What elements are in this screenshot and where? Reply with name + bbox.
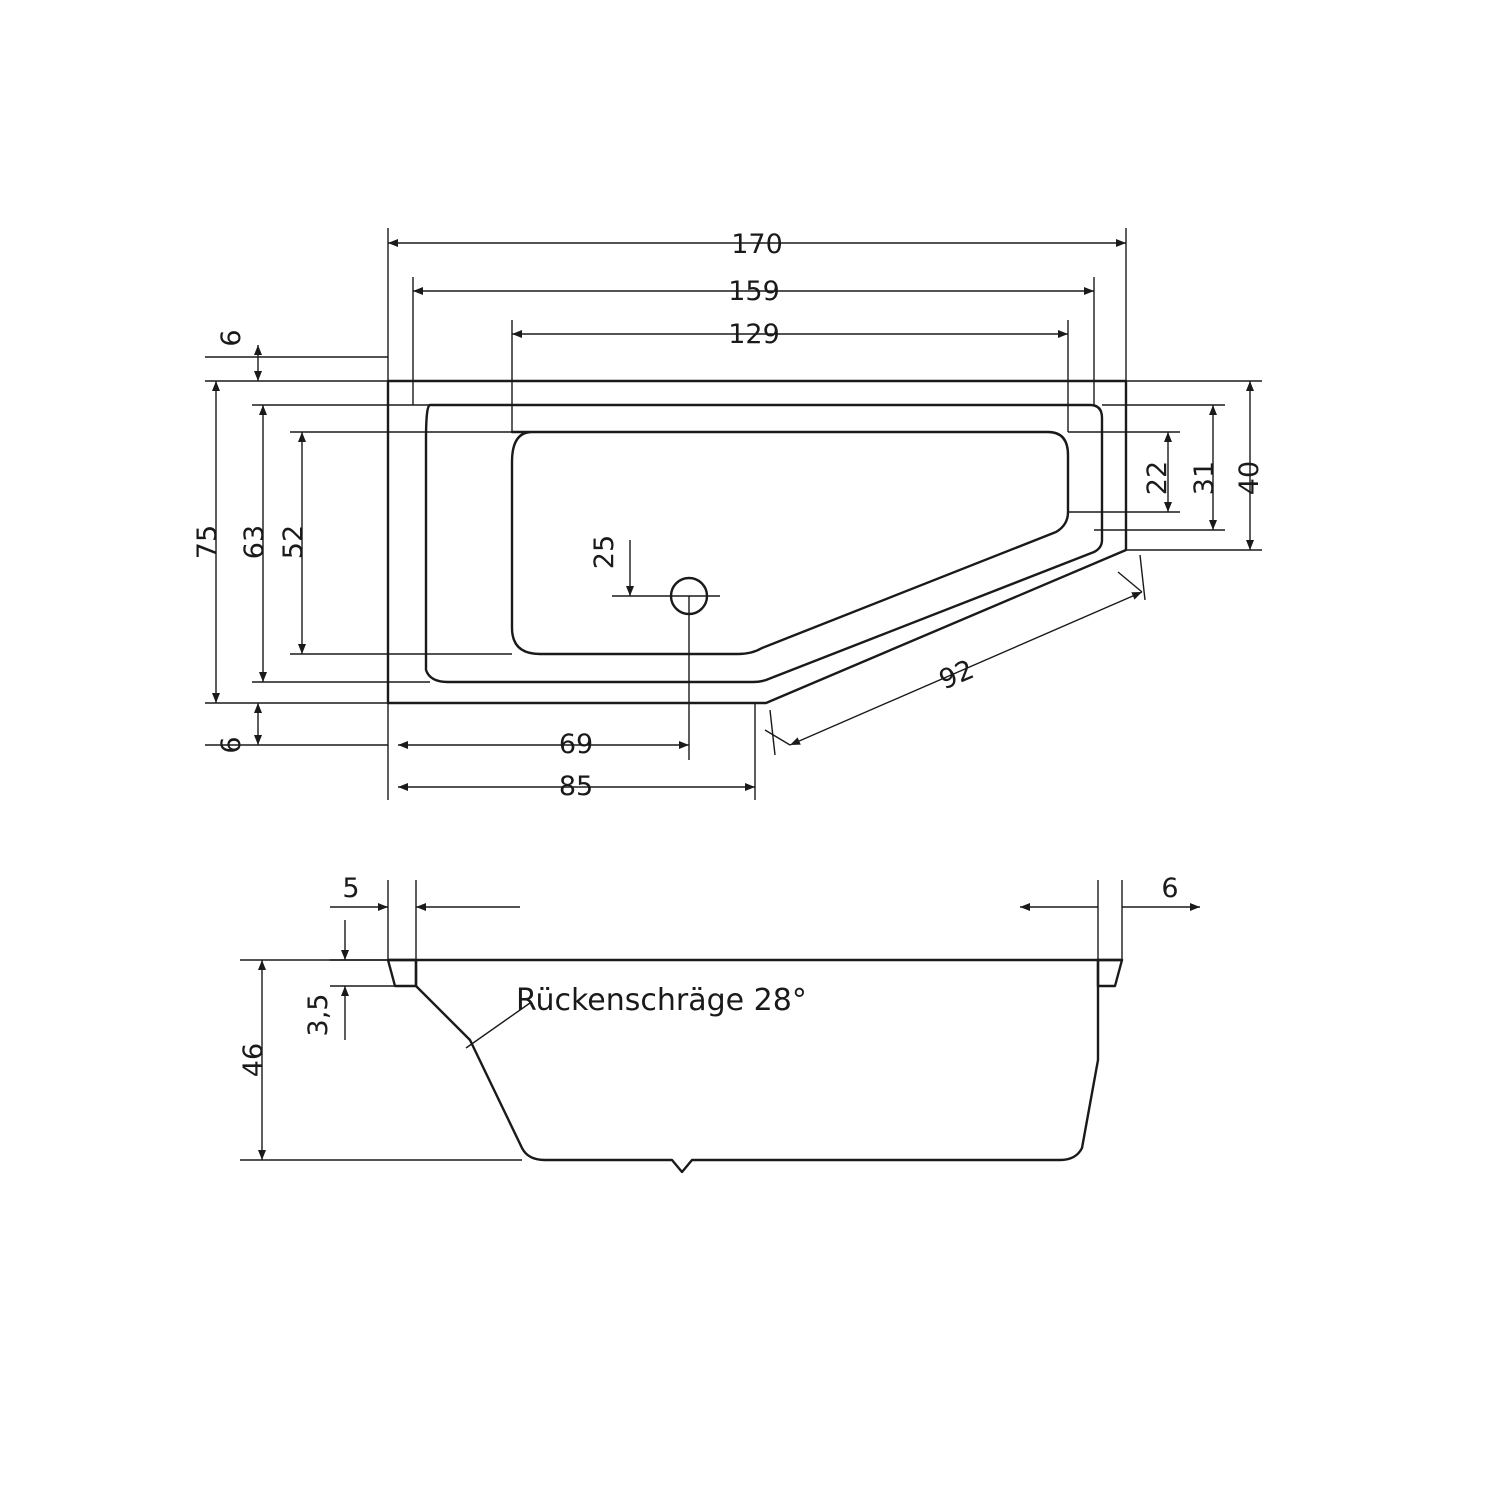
dim-52-text: 52 xyxy=(278,524,309,560)
dim-63-text: 63 xyxy=(239,524,270,560)
dim-6-top-text: 6 xyxy=(216,329,247,347)
back-slope-label: Rückenschräge 28° xyxy=(516,983,807,1018)
dim-25-text: 25 xyxy=(589,534,620,570)
dim-3-5-text: 3,5 xyxy=(303,993,334,1037)
dim-92-text: 92 xyxy=(934,654,979,697)
dim-85-text: 85 xyxy=(558,771,594,802)
dim-46-text: 46 xyxy=(238,1042,269,1078)
dim-22-text: 22 xyxy=(1142,460,1173,496)
dim-69-text: 69 xyxy=(558,729,594,760)
dim-129-text: 129 xyxy=(728,319,780,350)
dim-75-text: 75 xyxy=(192,524,223,560)
dim-31-text: 31 xyxy=(1189,460,1220,496)
dim-40-text: 40 xyxy=(1234,460,1265,496)
dim-170-text: 170 xyxy=(731,229,783,260)
dim-159-text: 159 xyxy=(728,276,780,307)
dim-5-text: 5 xyxy=(342,873,360,904)
dim-6-bottom-text: 6 xyxy=(216,736,247,754)
section-dimensions xyxy=(240,880,1200,1160)
dim-6-right-text: 6 xyxy=(1161,873,1179,904)
